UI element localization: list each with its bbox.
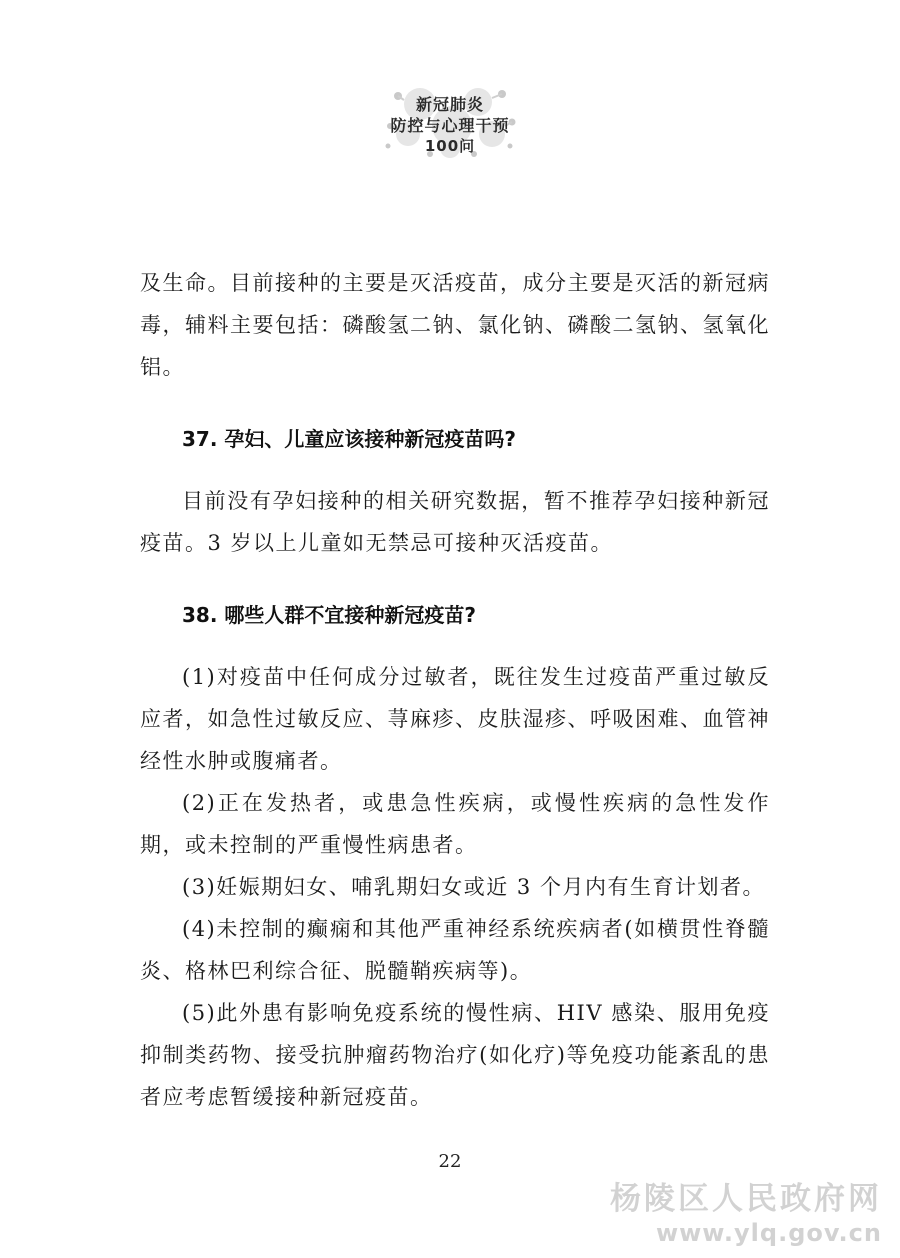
page-content xyxy=(140,262,770,1118)
question-38-item-5: (5)此外患有影响免疫系统的慢性病、HIV 感染、服用免疫抑制类药物、接受抗肿瘤药物治疗(如化疗)等免疫功能紊乱的患者应考虑暂缓接种新冠疫苗。 xyxy=(140,1001,770,1109)
header-title-line3: 100问 xyxy=(424,137,476,155)
watermark-site-name: 杨陵区人民政府网 xyxy=(610,1181,882,1217)
question-37-title: 37. 孕妇、儿童应该接种新冠疫苗吗? xyxy=(182,427,516,451)
question-38-item-4: (4)未控制的癫痫和其他严重神经系统疾病者(如横贯性脊髓炎、格林巴利综合征、脱髓鞘疾病等)。 xyxy=(140,917,770,983)
header-title-line1: 新冠肺炎 xyxy=(415,95,484,114)
watermark xyxy=(610,1180,882,1248)
header-title-line2: 防控与心理干预 xyxy=(390,116,510,135)
question-38-item-2: (2)正在发热者，或患急性疾病，或慢性疾病的急性发作期，或未控制的严重慢性病患者。 xyxy=(140,791,770,857)
watermark-url: www.ylq.gov.cn xyxy=(655,1219,882,1247)
question-37-answer: 目前没有孕妇接种的相关研究数据，暂不推荐孕妇接种新冠疫苗。3 岁以上儿童如无禁忌可接种灭活疫苗。 xyxy=(140,489,770,555)
question-38-item-1: (1)对疫苗中任何成分过敏者，既往发生过疫苗严重过敏反应者，如急性过敏反应、荨麻疹、皮肤湿疹、呼吸困难、血管神经性水肿或腹痛者。 xyxy=(140,665,770,773)
page-number: 22 xyxy=(438,1151,462,1172)
question-38-title: 38. 哪些人群不宜接种新冠疫苗? xyxy=(182,603,476,627)
intro-paragraph: 及生命。目前接种的主要是灭活疫苗，成分主要是灭活的新冠病毒，辅料主要包括：磷酸氢二钠、氯化钠、磷酸二氢钠、氢氧化铝。 xyxy=(140,271,770,379)
question-38-item-3: (3)妊娠期妇女、哺乳期妇女或近 3 个月内有生育计划者。 xyxy=(182,875,765,899)
book-header-logo xyxy=(360,82,540,160)
